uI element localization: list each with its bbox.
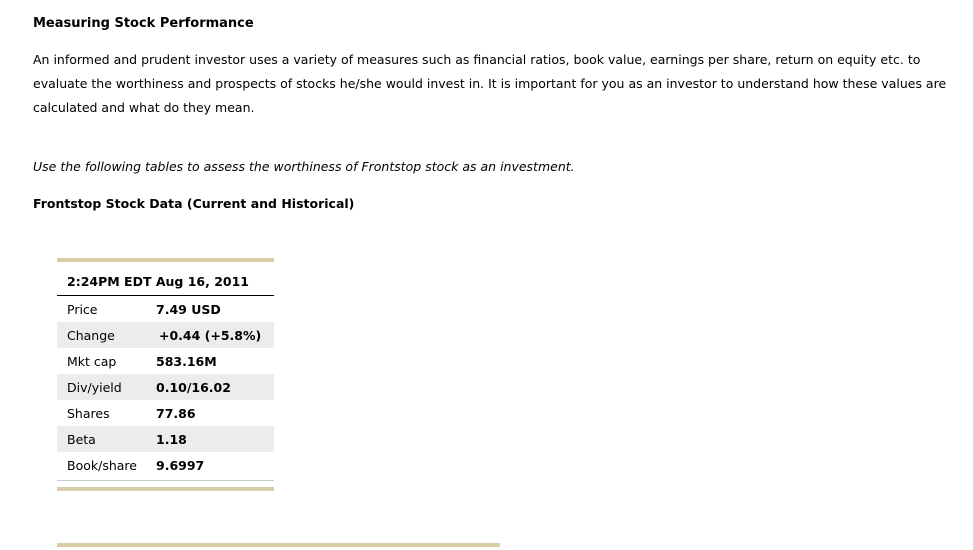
row-value: 1.18	[156, 431, 187, 447]
row-label: Beta	[67, 431, 96, 447]
table-bottom-rule	[57, 480, 274, 481]
row-value: 7.49 USD	[156, 301, 221, 317]
section-title: Frontstop Stock Data (Current and Historical)	[33, 196, 355, 211]
row-label: Price	[67, 301, 98, 317]
row-label: Shares	[67, 405, 110, 421]
page-title: Measuring Stock Performance	[33, 16, 254, 31]
stock-data-table	[57, 258, 274, 491]
table-row-mkt-cap	[57, 348, 274, 374]
table-row-price	[57, 296, 274, 322]
row-label: Mkt cap	[67, 353, 117, 369]
row-value: +0.44 (+5.8%)	[159, 327, 262, 343]
table-timestamp: 2:24PM EDT Aug 16, 2011	[57, 262, 274, 296]
table-row-change	[57, 322, 274, 348]
table-row-div-yield	[57, 374, 274, 400]
row-label: Book/share	[67, 457, 137, 473]
row-label: Div/yield	[67, 379, 122, 395]
row-value: 583.16M	[156, 353, 217, 369]
table-bottom-bar	[57, 487, 274, 491]
intro-paragraph: An informed and prudent investor uses a variety of measures such as financial ratios, book value, earnings per share, return on equity etc. to evaluate the worthiness and prospects of stocks he/she would invest in. It is important for you as an investor to understand how these values are calculated and what do they mean.	[33, 52, 947, 115]
table-row-shares	[57, 400, 274, 426]
table-row-book-share	[57, 452, 274, 478]
instruction-text: Use the following tables to assess the worthiness of Frontstop stock as an investment.	[33, 159, 575, 174]
next-table-top-bar	[57, 543, 500, 547]
row-value: 77.86	[156, 405, 196, 421]
row-value: 0.10/16.02	[156, 379, 231, 395]
table-row-beta	[57, 426, 274, 452]
row-value: 9.6997	[156, 457, 205, 473]
row-label: Change	[67, 327, 115, 343]
